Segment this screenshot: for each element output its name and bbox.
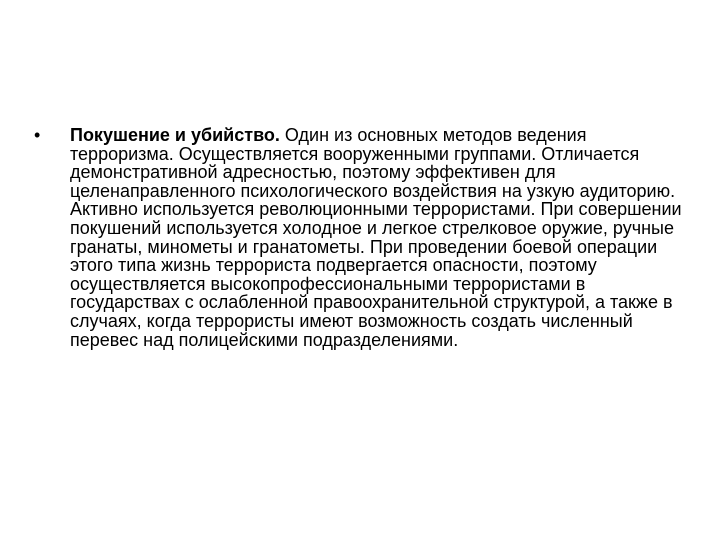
bullet-item xyxy=(30,126,690,349)
bullet-marker: • xyxy=(34,125,41,145)
bullet-paragraph xyxy=(70,126,690,349)
bullet-title: Покушение и убийство. xyxy=(70,125,280,145)
bullet-body: Один из основных методов ведения терроризма. Осуществляется вооруженными группами. Отличается демонстративной адресностью, поэтому эффективен для целенаправленного психологического воздействия на узкую аудиторию. Активно используется революционными террористами. При совершении покушений используется холодное и легкое стрелковое оружие, ручные гранаты, минометы и гранатометы. При проведении боевой операции этого типа жизнь террориста подвергается опасности, поэтому осуществляется высокопрофессиональными террористами в государствах с ослабленной правоохранительной структурой, а также в случаях, когда террористы имеют возможность создать численный перевес над полицейскими подразделениями. xyxy=(70,125,682,350)
